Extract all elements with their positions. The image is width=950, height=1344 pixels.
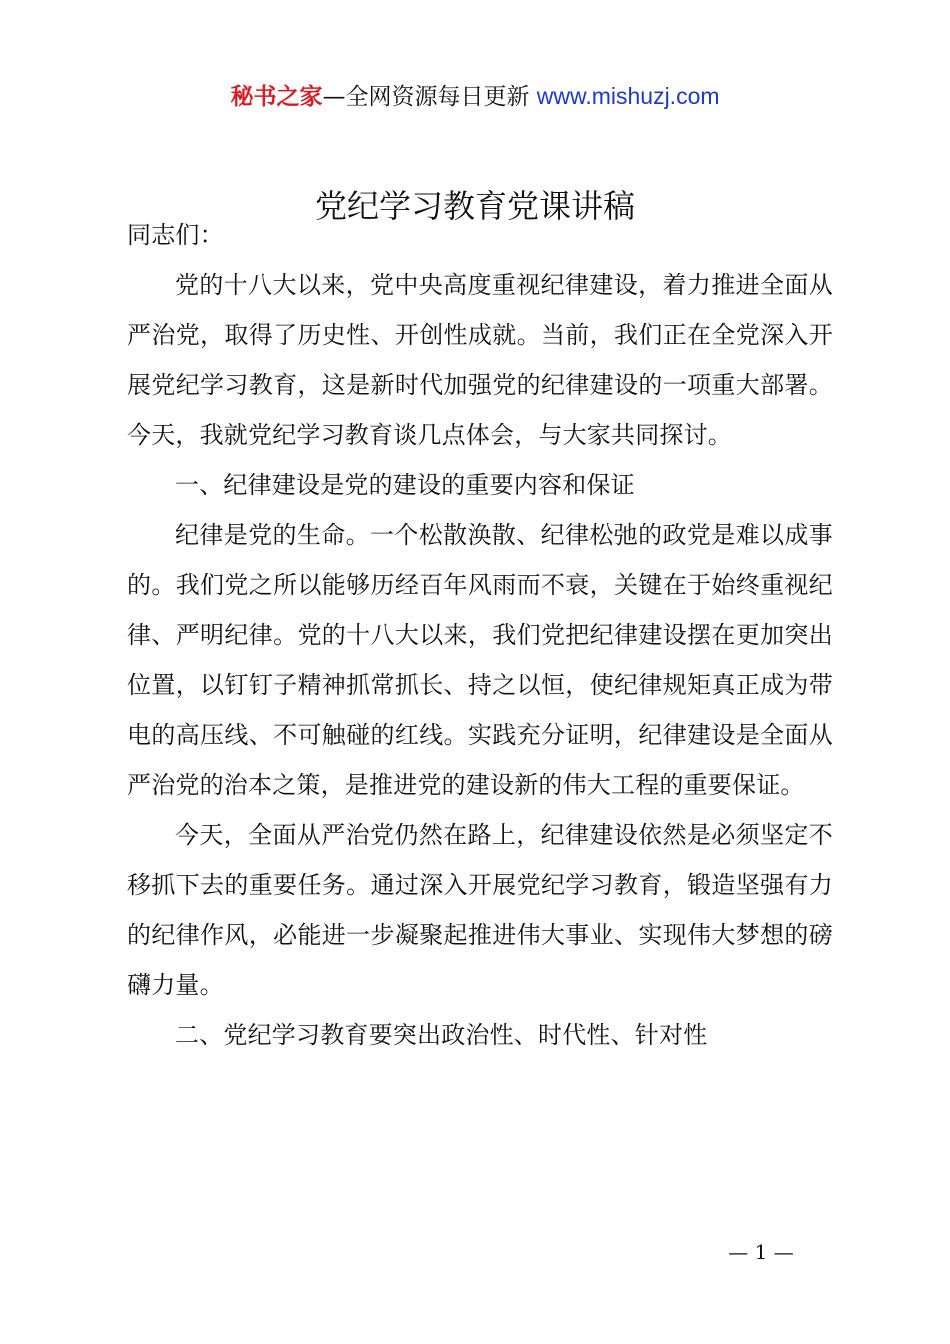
document-body: [127, 210, 833, 1060]
page-number: — 1 —: [728, 1240, 794, 1264]
site-header: [0, 80, 950, 113]
site-url-link[interactable]: www.mishuzj.com: [536, 83, 720, 109]
section-heading-2: 二、党纪学习教育要突出政治性、时代性、针对性: [175, 1021, 708, 1049]
section-heading-1: 一、纪律建设是党的建设的重要内容和保证: [175, 471, 635, 499]
paragraph-today: 今天，全面从严治党仍然在路上，纪律建设依然是必须坚定不移抓下去的重要任务。通过深入开展党纪学习教育，锻造坚强有力的纪律作风，必能进一步凝聚起推进伟大事业、实现伟大梦想的磅礴力量。: [127, 821, 833, 999]
salutation: 同志们：: [127, 221, 224, 249]
paragraph-intro: 党的十八大以来，党中央高度重视纪律建设，着力推进全面从严治党，取得了历史性、开创性成就。当前，我们正在全党深入开展党纪学习教育，这是新时代加强党的纪律建设的一项重大部署。今天，我就党纪学习教育谈几点体会，与大家共同探讨。: [127, 271, 833, 449]
document-title: 党纪学习教育党课讲稿: [314, 187, 635, 225]
header-slogan: —全网资源每日更新: [322, 84, 537, 110]
brand-name: 秘书之家: [230, 84, 323, 110]
paragraph-discipline-life: 纪律是党的生命。一个松散涣散、纪律松弛的政党是难以成事的。我们党之所以能够历经百年风雨而不衰，关键在于始终重视纪律、严明纪律。党的十八大以来，我们党把纪律建设摆在更加突出位置，以钉钉子精神抓常抓长、持之以恒，使纪律规矩真正成为带电的高压线、不可触碰的红线。实践充分证明，纪律建设是全面从严治党的治本之策，是推进党的建设新的伟大工程的重要保证。: [127, 521, 833, 799]
